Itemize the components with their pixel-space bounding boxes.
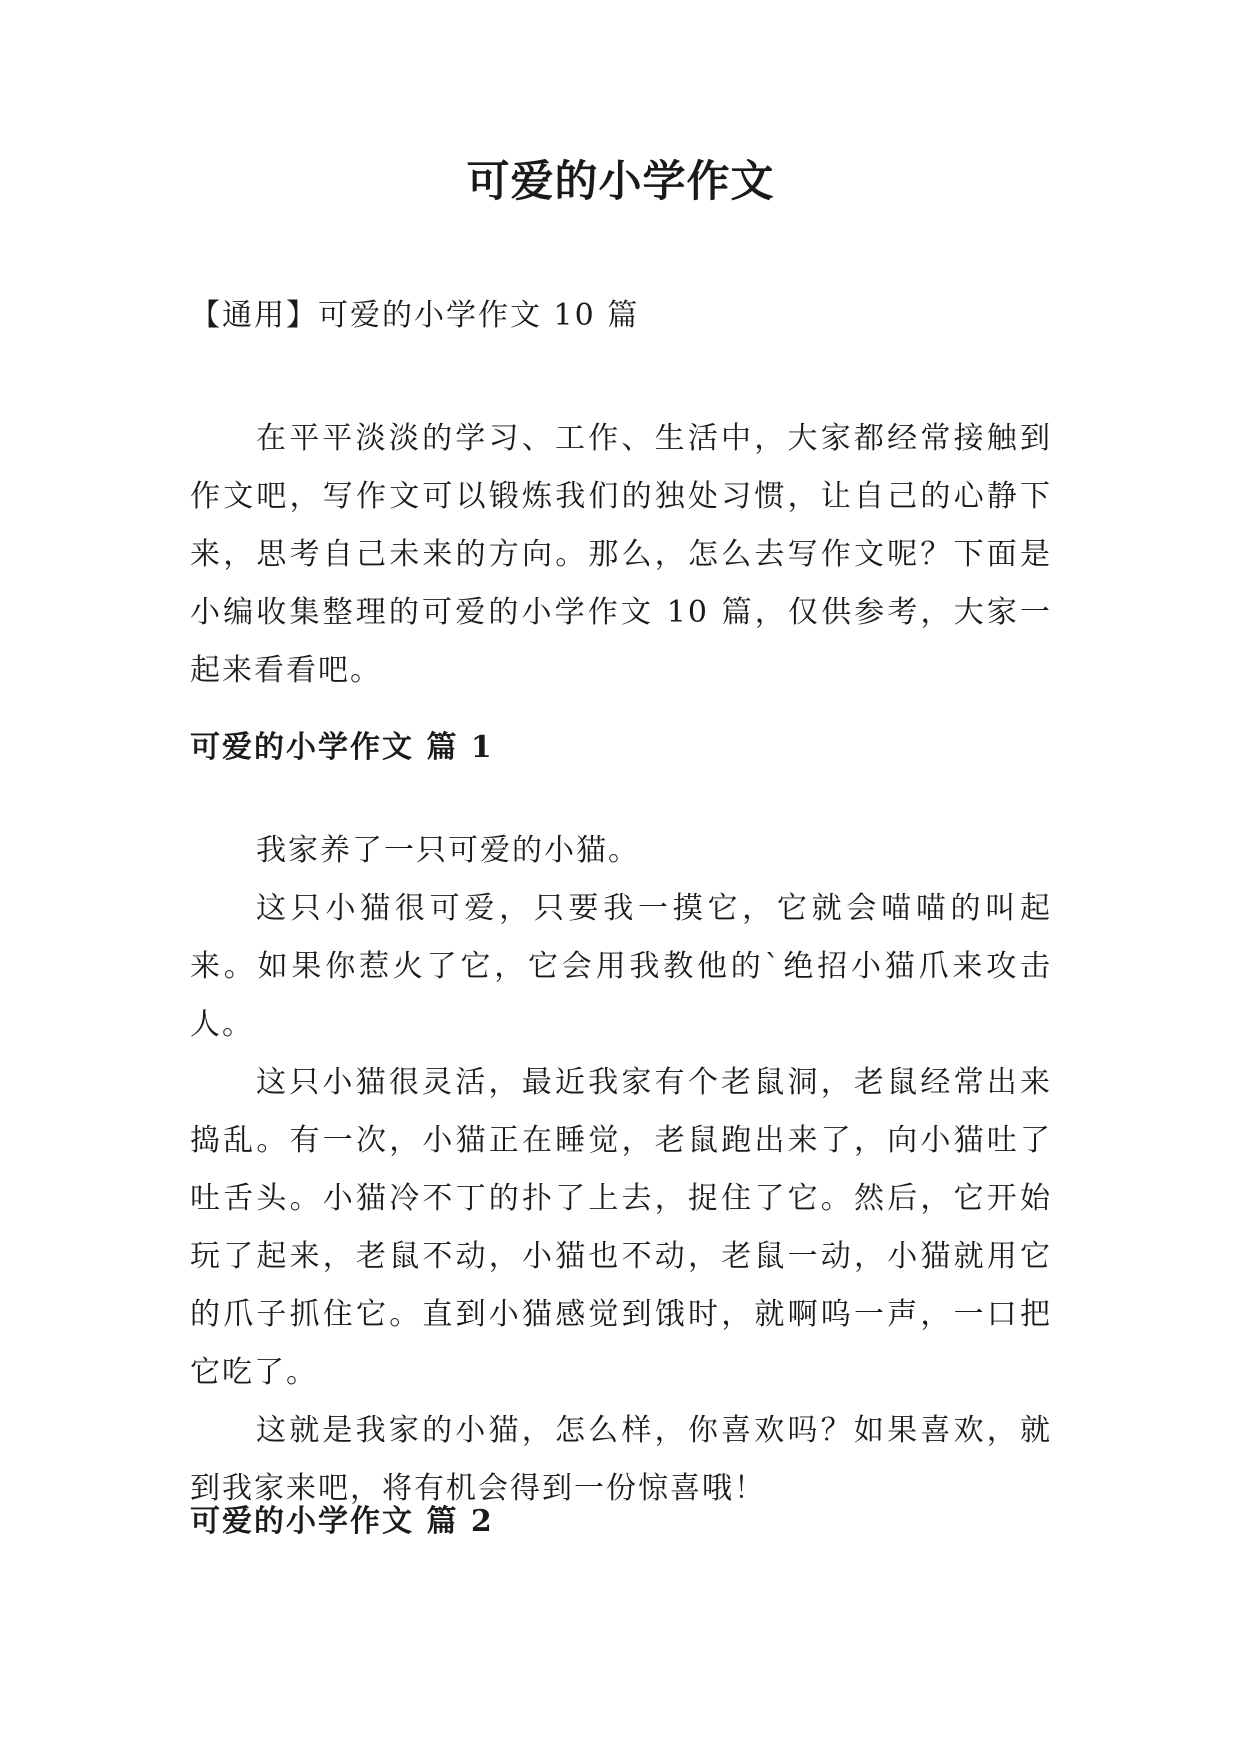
essay-1-paragraph: 这就是我家的小猫，怎么样，你喜欢吗？如果喜欢，就到我家来吧，将有机会得到一份惊喜哦！ bbox=[190, 1413, 1052, 1506]
document-subtitle: 【通用】可爱的小学作文 10 篇 bbox=[190, 298, 640, 333]
essay-1-paragraph: 这只小猫很灵活，最近我家有个老鼠洞，老鼠经常出来捣乱。有一次，小猫正在睡觉，老鼠跑出来了，向小猫吐了吐舌头。小猫冷不丁的扑了上去，捉住了它。然后，它开始玩了起来，老鼠不动，小猫也不动，老鼠一动，小猫就用它的爪子抓住它。直到小猫感觉到饿时，就啊呜一声，一口把它吃了。 bbox=[190, 1065, 1052, 1390]
section-heading-2: 可爱的小学作文 篇 2 bbox=[190, 1504, 494, 1539]
document-title: 可爱的小学作文 bbox=[466, 157, 775, 207]
essay-1-paragraph: 这只小猫很可爱，只要我一摸它，它就会喵喵的叫起来。如果你惹火了它，它会用我教他的`绝招小猫爪来攻击人。 bbox=[190, 891, 1052, 1042]
essay-1-paragraph: 我家养了一只可爱的小猫。 bbox=[256, 833, 640, 868]
essay-1-body bbox=[190, 822, 1052, 1518]
intro-paragraph: 在平平淡淡的学习、工作、生活中，大家都经常接触到作文吧，写作文可以锻炼我们的独处习惯，让自己的心静下来，思考自己未来的方向。那么，怎么去写作文呢？下面是小编收集整理的可爱的小学作文 10 篇，仅供参考，大家一起来看看吧。 bbox=[190, 421, 1052, 688]
section-heading-1: 可爱的小学作文 篇 1 bbox=[190, 730, 494, 765]
